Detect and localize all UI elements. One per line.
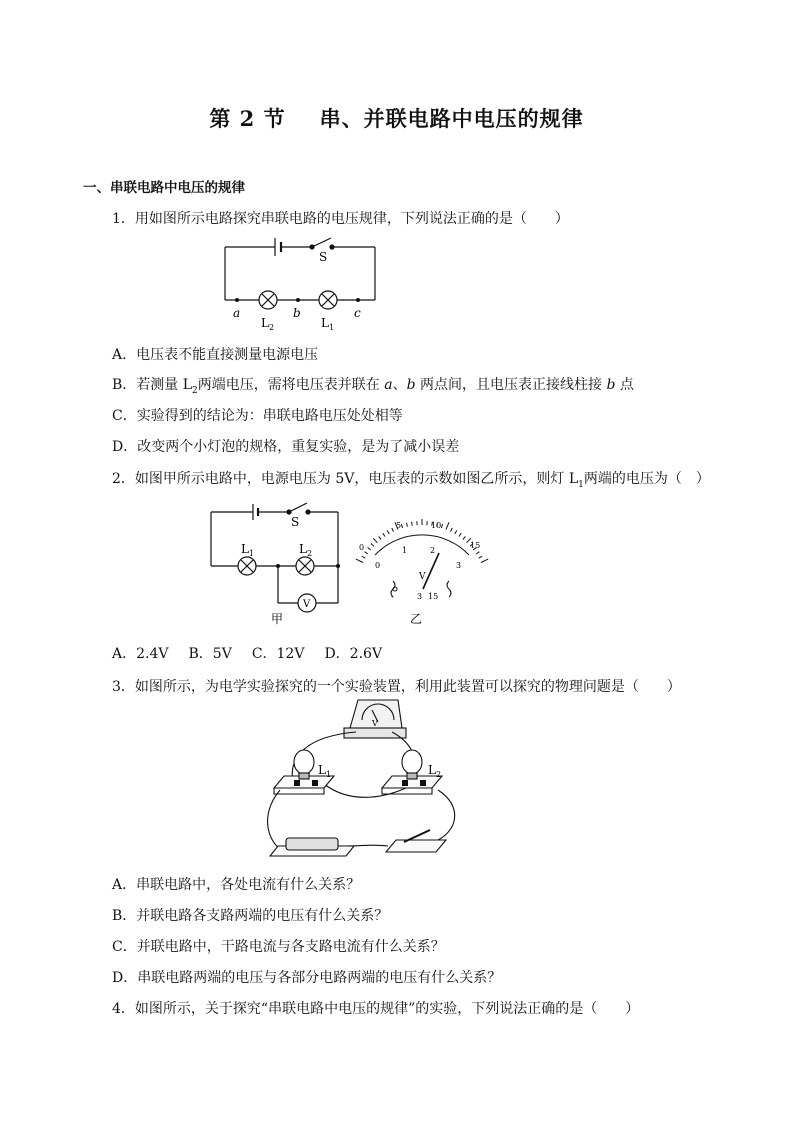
scale-bottom-3: 3	[456, 561, 462, 570]
dial-tick	[356, 559, 363, 562]
node-b	[296, 298, 300, 302]
scale-top-10: 10	[431, 521, 442, 530]
dial-pointer	[423, 553, 439, 589]
q1-option-c: C．实验得到的结论为：串联电路电压处处相等	[112, 408, 403, 424]
switch-label: S	[291, 515, 300, 529]
switch-base	[386, 840, 446, 852]
terminal-3: 3	[417, 592, 423, 601]
node-c	[356, 298, 360, 302]
page-title	[0, 103, 793, 133]
label-l1: $L_1$	[321, 316, 335, 332]
dial-tick	[371, 544, 374, 547]
dial-tick	[379, 536, 382, 539]
question-2-stem: 2．如图甲所示电路中，电源电压为 5V，电压表的示数如图乙所示，则灯 $L_1$两端的电压为（ ）	[112, 471, 710, 490]
dial-tick	[479, 556, 483, 558]
terminal-15: 15	[428, 592, 439, 601]
scale-top-0: 0	[359, 543, 365, 552]
dial-tick	[481, 559, 488, 562]
q1-option-d: D．改变两个小灯泡的规格，重复实验，是为了减小误差	[112, 439, 460, 455]
label-l1: $L_1$	[318, 763, 332, 779]
q2-figure-yi-voltmeter-dial	[355, 517, 490, 629]
label-b: b	[293, 306, 301, 320]
label-l2: $L_2$	[428, 763, 442, 779]
dial-tick	[387, 530, 389, 534]
dial-tick	[451, 528, 453, 532]
scale-bottom-1: 1	[402, 546, 408, 555]
terminal-minus: -	[391, 592, 394, 601]
dial-tick	[368, 548, 371, 551]
section-name: 串、并联电路中电压的规律	[319, 106, 584, 131]
dial-tick	[476, 552, 479, 554]
wire-l2-to-switch	[436, 790, 455, 841]
dial-tick	[373, 538, 377, 542]
dial-tick	[401, 524, 402, 528]
battery-cells	[286, 838, 338, 850]
dial-tick	[459, 533, 461, 536]
q1-circuit-diagram	[215, 233, 385, 333]
label-a: a	[233, 306, 241, 320]
caption-jia: 甲	[271, 612, 284, 626]
question-4-stem: 4．如图所示，关于探究“串联电路中电压的规律”的实验，下列说法正确的是（ ）	[112, 1001, 640, 1017]
q2-option-b: B．5V	[188, 646, 232, 662]
scale-bottom-0: 0	[375, 561, 381, 570]
question-3-stem: 3．如图所示，为电学实验探究的一个实验装置，利用此装置可以探究的物理问题是（ ）	[112, 679, 681, 695]
voltmeter-label: V	[372, 719, 378, 728]
q3-option-c: C．并联电路中，干路电流与各支路电流有什么关系？	[112, 939, 445, 955]
dial-tick	[383, 533, 385, 536]
q1-option-a: A．电压表不能直接测量电源电压	[112, 347, 319, 363]
q2-option-a: A．2.4V	[112, 646, 169, 662]
dial-tick	[412, 522, 413, 526]
q3-option-b: B．并联电路各支路两端的电压有什么关系？	[112, 908, 389, 924]
scale-bottom-2: 2	[430, 546, 436, 555]
label-l1: $L_1$	[241, 542, 255, 558]
q3-option-d: D．串联电路两端的电压与各部分电路两端的电压有什么关系？	[112, 970, 502, 986]
dial-tick	[463, 536, 466, 539]
voltmeter-label: V	[303, 599, 311, 610]
dial-tick	[362, 556, 366, 558]
section-heading: 一、串联电路中电压的规律	[83, 180, 245, 196]
label-l2: $L_2$	[299, 542, 313, 558]
bulb-l1	[294, 750, 314, 774]
question-1-stem: 1．用如图所示电路探究串联电路的电压规律，下列说法正确的是（ ）	[112, 211, 569, 227]
scale-top-5: 5	[396, 521, 402, 530]
label-c: c	[354, 306, 361, 320]
terminal-wire-right	[447, 581, 451, 597]
lamp-l1	[238, 557, 256, 575]
q2-figure-jia	[203, 500, 343, 628]
caption-yi: 乙	[410, 612, 423, 626]
q2-option-c: C．12V	[251, 646, 305, 662]
section-number: 第 2 节	[209, 106, 286, 131]
dial-unit: V	[419, 572, 426, 582]
q1-option-b: B．若测量 $L_2$两端电压，需将电压表并联在 a、b 两点间，且电压表正接线柱接 b 点	[112, 377, 634, 396]
dial-tick	[441, 524, 442, 528]
switch-label: S	[319, 250, 328, 264]
label-l2: $L_2$	[261, 316, 275, 332]
lamp-l1	[319, 291, 337, 309]
dial-tick	[365, 552, 368, 554]
q2-option-d: D．2.6V	[324, 646, 383, 662]
dial-tick	[455, 530, 457, 534]
switch-lever	[312, 238, 331, 247]
q3-apparatus-figure	[258, 696, 463, 866]
node-a	[235, 298, 239, 302]
lamp-l2	[296, 557, 314, 575]
q2-options	[112, 643, 402, 663]
dial-tick	[407, 523, 408, 527]
q3-option-a: A．串联电路中，各处电流有什么关系？	[112, 877, 361, 893]
dial-tick	[392, 528, 394, 532]
bulb-l2	[402, 750, 422, 774]
wire-l1-to-battery	[268, 790, 288, 854]
scale-top-15: 15	[470, 541, 481, 550]
lamp-l2	[259, 291, 277, 309]
dial-tick	[446, 522, 449, 529]
